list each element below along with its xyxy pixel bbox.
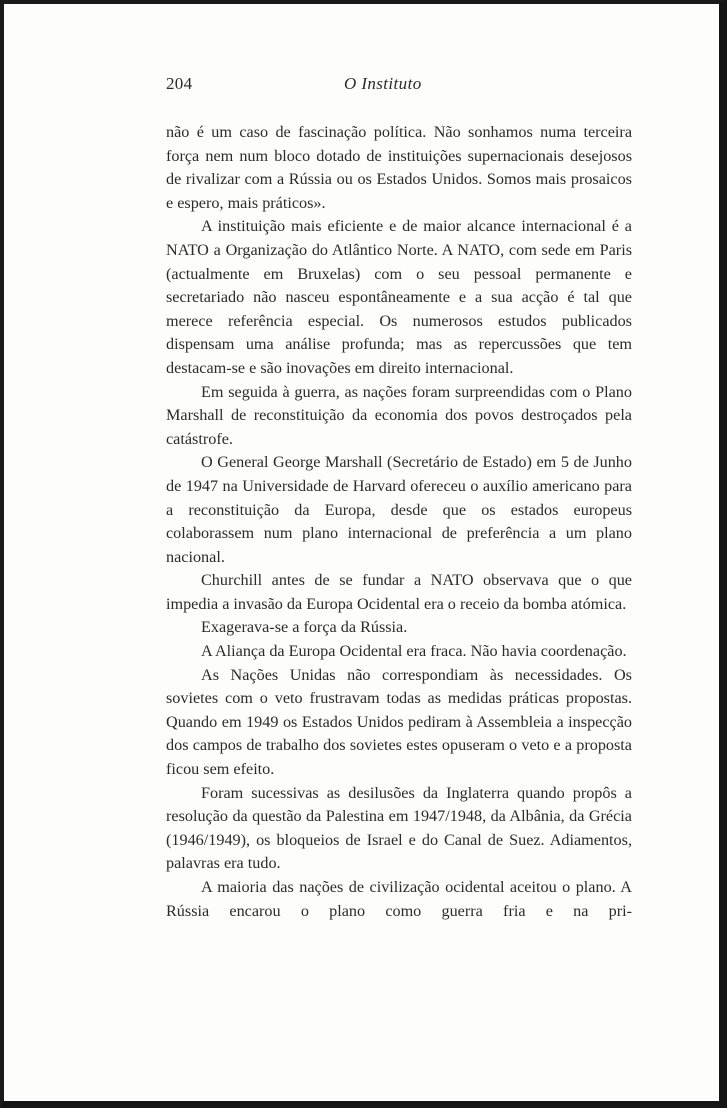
- paragraph-8: As Nações Unidas não correspondiam às necessidades. Os sovietes com o veto frustravam todas as medidas práticas propostas. Quando em 1949 os Estados Unidos pediram à Assembleia a inspecção dos campos de trabalho dos sovietes estes opuseram o veto e a proposta ficou sem efeito.: [166, 665, 632, 779]
- paragraph-6: Exagerava-se a força da Rússia.: [201, 618, 408, 637]
- paragraph-4: O General George Marshall (Secretário de Estado) em 5 de Junho de 1947 na Universidade de Harvard ofereceu o auxílio americano para a reconstituição da Europa, desde que os estados europeus colaborassem num plano internacional de preferência a um plano nacional.: [166, 453, 632, 566]
- paragraph-5: Churchill antes de se fundar a NATO observava que o que impedia a invasão da Europa Ocidental era o receio da bomba atómica.: [166, 571, 632, 613]
- paragraph-2: A instituição mais eficiente e de maior alcance internacional é a NATO a Organização do Atlântico Norte. A NATO, com sede em Paris (actualmente em Bruxelas) com o seu pessoal permanente e secretariado não nasceu espontâneamente e a sua acção é tal que merece referência especial. Os numerosos estudos publicados dispensam uma análise profunda; mas as repercussões que tem destacam-se e são inovações em direito internacional.: [166, 217, 632, 377]
- running-title: O Instituto: [344, 74, 422, 93]
- paragraph-3: Em seguida à guerra, as nações foram surpreendidas com o Plano Marshall de reconstituição da economia dos povos destroçados pela catástrofe.: [166, 382, 632, 448]
- paragraph-10: A maioria das nações de civilização ocidental aceitou o plano. A Rússia encarou o plano como guerra fria e na pri-: [166, 878, 632, 920]
- paragraph-7: A Aliança da Europa Ocidental era fraca. Não havia coordenação.: [201, 642, 627, 661]
- page-header: [166, 74, 632, 104]
- page-number: 204: [166, 74, 193, 93]
- body-text: [166, 121, 632, 923]
- paragraph-1: não é um caso de fascinação política. Não sonhamos numa terceira força nem num bloco dotado de instituições supernacionais desejosos de rivalizar com a Rússia ou os Estados Unidos. Somos mais prosaicos e espero, mais práticos».: [166, 123, 632, 212]
- paragraph-9: Foram sucessivas as desilusões da Inglaterra quando propôs a resolução da questão da Palestina em 1947/1948, da Albânia, da Grécia (1946/1949), os bloqueios de Israel e do Canal de Suez. Adiamentos, palavras era tudo.: [166, 783, 632, 873]
